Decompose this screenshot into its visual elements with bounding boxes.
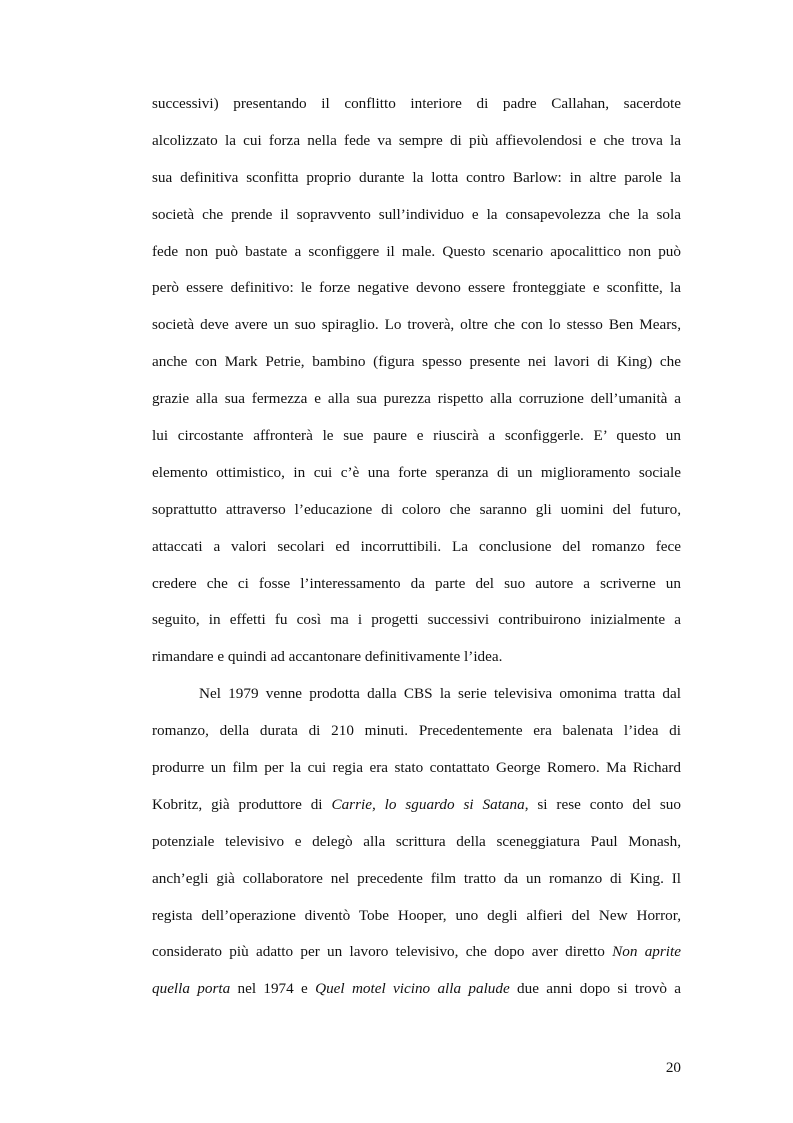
- text-line: [152, 793, 681, 830]
- italic-title: Non aprite: [612, 943, 681, 961]
- text-line: [152, 535, 681, 572]
- italic-title: Carrie, lo sguardo si Satana: [331, 795, 525, 813]
- text-line: [152, 608, 681, 645]
- text-segment: potenziale televisivo e delegò alla scrittura della sceneggiatura Paul Monash,: [152, 832, 681, 850]
- text-segment: rimandare e quindi ad accantonare definitivamente l’idea.: [152, 648, 503, 666]
- text-segment: successivi) presentando il conflitto interiore di padre Callahan, sacerdote: [152, 95, 681, 112]
- text-segment: Kobritz, già produttore di: [152, 795, 332, 813]
- text-segment: considerato più adatto per un lavoro televisivo, che dopo aver diretto: [152, 943, 613, 961]
- text-line: [152, 719, 681, 756]
- text-segment: lui circostante affronterà le sue paure e riuscirà a sconfiggerle. E’ questo un: [152, 427, 681, 445]
- text-line: [152, 977, 681, 1014]
- text-line: [152, 313, 681, 350]
- text-line: [152, 572, 681, 609]
- text-segment: regista dell’operazione diventò Tobe Hooper, uno degli alfieri del New Horror,: [152, 906, 681, 924]
- text-segment: alcolizzato la cui forza nella fede va sempre di più affievolendosi e che trova la: [152, 131, 681, 149]
- text-segment: romanzo, della durata di 210 minuti. Precedentemente era balenata l’idea di: [152, 722, 681, 740]
- text-segment: credere che ci fosse l’interessamento da parte del suo autore a scriverne un: [152, 574, 681, 592]
- text-line: [152, 350, 681, 387]
- text-line: [152, 424, 681, 461]
- text-line: [152, 203, 681, 240]
- text-line: [152, 645, 681, 682]
- text-line: [152, 387, 681, 424]
- text-line: [152, 830, 681, 867]
- text-line: [152, 682, 681, 719]
- text-segment: società deve avere un suo spiraglio. Lo troverà, oltre che con lo stesso Ben Mears,: [152, 316, 681, 334]
- text-segment: sua definitiva sconfitta proprio durante la lotta contro Barlow: in altre parole la: [152, 168, 681, 186]
- italic-title: quella porta: [152, 980, 231, 998]
- text-line: [152, 129, 681, 166]
- text-segment: due anni dopo si trovò a: [509, 980, 681, 998]
- text-segment: attaccati a valori secolari ed incorruttibili. La conclusione del romanzo fece: [152, 537, 681, 555]
- text-segment: fede non può bastate a sconfiggere il male. Questo scenario apocalittico non può: [152, 242, 681, 260]
- text-segment: però essere definitivo: le forze negative devono essere fronteggiate e sconfitte, la: [152, 279, 681, 297]
- text-line: [152, 461, 681, 498]
- text-segment: nel 1974 e: [230, 980, 316, 998]
- text-line: [152, 756, 681, 793]
- text-line: [152, 92, 681, 129]
- text-line: [152, 166, 681, 203]
- text-segment: Nel 1979 venne prodotta dalla CBS la serie televisiva omonima tratta dal: [199, 685, 681, 703]
- text-line: [152, 498, 681, 535]
- text-line: [152, 904, 681, 941]
- text-line: [152, 276, 681, 313]
- text-line: [152, 940, 681, 977]
- text-segment: seguito, in effetti fu così ma i progetti successivi contribuirono inizialmente a: [152, 611, 681, 629]
- text-segment: anch’egli già collaboratore nel precedente film tratto da un romanzo di King. Il: [152, 869, 681, 887]
- text-segment: produrre un film per la cui regia era stato contattato George Romero. Ma Richard: [152, 759, 681, 777]
- text-segment: elemento ottimistico, in cui c’è una forte speranza di un miglioramento sociale: [152, 463, 681, 481]
- text-line: [152, 867, 681, 904]
- text-segment: grazie alla sua fermezza e alla sua purezza rispetto alla corruzione dell’umanità a: [152, 390, 681, 408]
- body-text: [152, 92, 681, 1014]
- italic-title: Quel motel vicino alla palude: [315, 980, 510, 998]
- text-segment: , si rese conto del suo: [524, 795, 681, 813]
- text-segment: soprattutto attraverso l’educazione di coloro che saranno gli uomini del futuro,: [152, 500, 681, 518]
- text-line: [152, 240, 681, 277]
- text-segment: anche con Mark Petrie, bambino (figura spesso presente nei lavori di King) che: [152, 353, 681, 371]
- text-segment: società che prende il sopravvento sull’individuo e la consapevolezza che la sola: [152, 205, 681, 223]
- page-number: 20: [665, 1059, 681, 1076]
